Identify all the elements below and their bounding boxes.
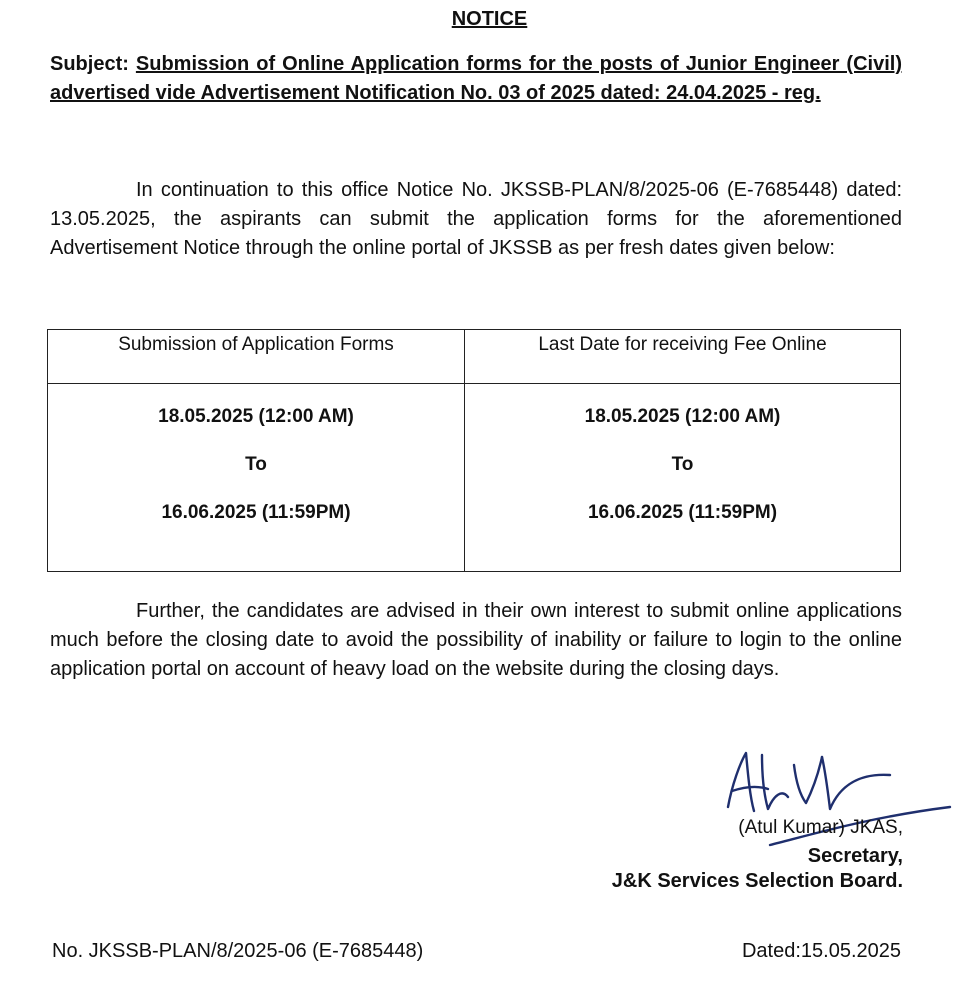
signatory-title: Secretary, — [807, 845, 903, 867]
submission-start-date: 18.05.2025 (12:00 AM) — [158, 406, 354, 427]
schedule-cell-fee — [465, 384, 901, 572]
signature-block — [580, 745, 960, 895]
schedule-header-fee: Last Date for receiving Fee Online — [465, 330, 901, 384]
notice-heading: NOTICE — [451, 8, 528, 30]
subject-text: Submission of Online Application forms for the posts of Junior Engineer (Civil) advertised vide Advertisement Notification No. 03 of 2025 dated: 24.04.2025 - reg. — [50, 53, 902, 104]
submission-to: To — [245, 454, 267, 475]
schedule-header-submission: Submission of Application Forms — [48, 330, 465, 384]
continuation-paragraph-text: In continuation to this office Notice No. JKSSB-PLAN/8/2025-06 (E-7685448) dated: 13.05.2025, the aspirants can submit the application forms for the aforementioned Advertisement Notice through the online portal of JKSSB as per fresh dates given below: — [50, 179, 902, 259]
schedule-table — [47, 329, 901, 572]
subject-line — [50, 50, 902, 108]
signatory-organization: J&K Services Selection Board. — [611, 870, 903, 892]
reference-number: No. JKSSB-PLAN/8/2025-06 (E-7685448) — [52, 940, 424, 962]
advisory-paragraph — [50, 597, 902, 684]
fee-to: To — [671, 454, 694, 475]
fee-start-date: 18.05.2025 (12:00 AM) — [584, 406, 781, 427]
submission-end-date: 16.06.2025 (11:59PM) — [161, 502, 351, 523]
schedule-cell-submission — [48, 384, 465, 572]
advisory-paragraph-text: Further, the candidates are advised in their own interest to submit online applications much before the closing date to avoid the possibility of inability or failure to login to the online application portal on account of heavy load on the website during the closing days. — [50, 600, 902, 680]
subject-label: Subject: — [50, 53, 129, 75]
issue-date: Dated:15.05.2025 — [741, 940, 901, 962]
signatory-name: (Atul Kumar) JKAS, — [738, 817, 903, 838]
fee-end-date: 16.06.2025 (11:59PM) — [587, 502, 778, 523]
continuation-paragraph — [50, 176, 902, 263]
